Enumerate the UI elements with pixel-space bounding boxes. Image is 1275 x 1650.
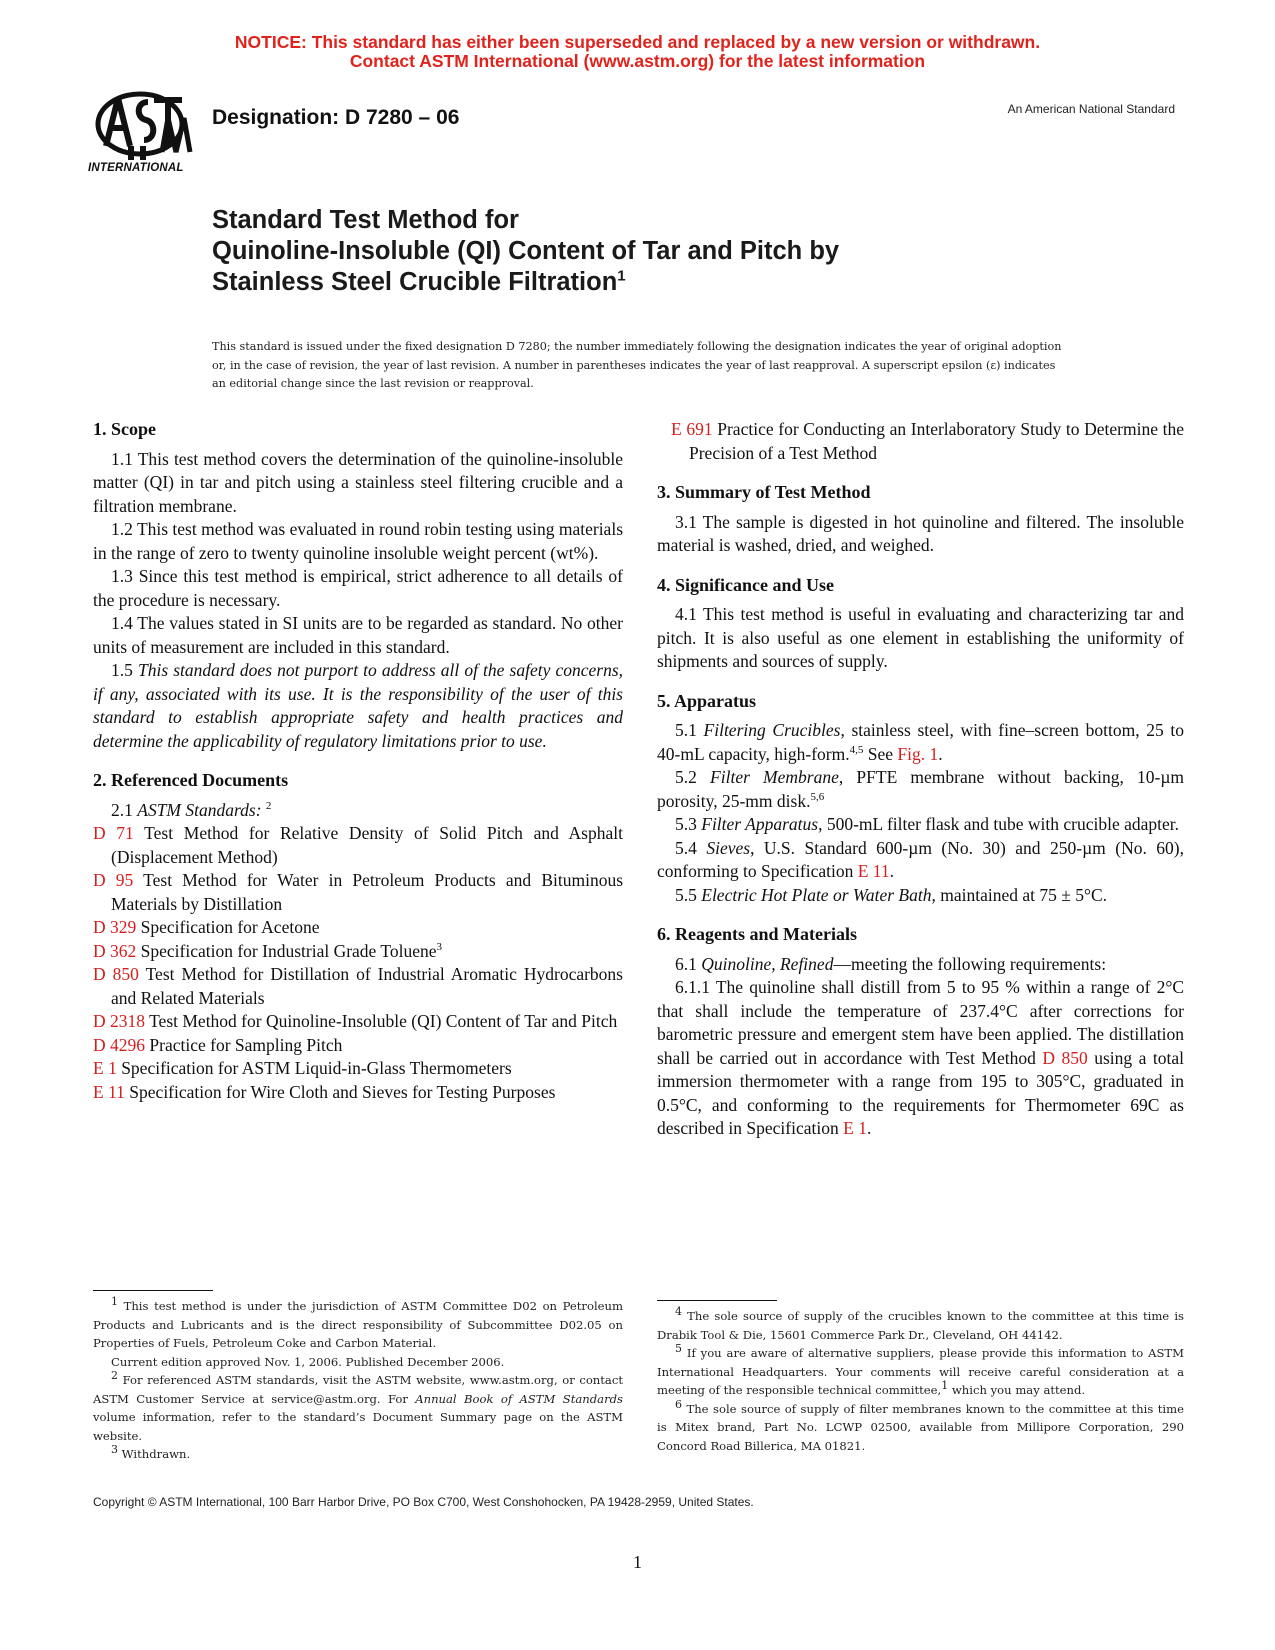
- footnote-rule-left: [93, 1290, 213, 1291]
- scope-1-2: 1.2 This test method was evaluated in round robin testing using materials in the range of zero to twenty quinoline insoluble weight percent (wt%).: [93, 519, 623, 563]
- issued-note: This standard is issued under the fixed designation D 7280; the number immediately following the designation indicates the year of original adoption or, in the case of revision, the year of last revision. A number in parentheses indicates the year of last reapproval. A superscript epsilon (ε) indicates an editorial change since the last revision or reapproval.: [212, 340, 1062, 390]
- reference-text-e691: Practice for Conducting an Interlaboratory Study to Determine the Precision of a Test Method: [689, 419, 1184, 463]
- footnotes-right: [657, 1300, 1184, 1455]
- reference-list: [93, 822, 623, 1104]
- footnote-5: $^5$ If you are aware of alternative suppliers, please provide this information to ASTM International Headquarters. Your comments will receive careful consideration at a meeting of the responsible technical committee,$^1$ which you may attend.: [657, 1342, 1184, 1397]
- reference-item-e691: [657, 418, 1184, 465]
- title-line-1: Standard Test Method for: [212, 206, 519, 234]
- refdocs-2-1-num: 2.1: [111, 799, 138, 820]
- reference-text: Test Method for Quinoline-Insoluble (QI) Content of Tar and Pitch: [149, 1011, 618, 1031]
- reference-link[interactable]: D 850: [93, 964, 139, 984]
- reference-link[interactable]: E 11: [93, 1081, 125, 1102]
- reference-link[interactable]: D 329: [93, 917, 137, 937]
- reference-footnote-mark: 3: [436, 940, 442, 953]
- notice-banner: [0, 33, 1275, 71]
- scope-1-1: 1.1 This test method covers the determination of the quinoline-insoluble matter (QI) in tar and pitch using a stainless steel filtering crucible and a filtration membrane.: [93, 448, 623, 516]
- reference-link[interactable]: D 71: [93, 823, 134, 843]
- reference-text: Specification for Acetone: [140, 917, 320, 937]
- footnote-rule-right: [657, 1300, 777, 1301]
- footnote-3: $^3$ Withdrawn.: [111, 1443, 191, 1461]
- d850-link[interactable]: D 850: [1042, 1047, 1088, 1068]
- refdocs-2-1-label: ASTM Standards:: [137, 799, 262, 820]
- title-footnote-mark: 1: [617, 267, 626, 285]
- reagents-6-1-1: 6.1.1 The quinoline shall distill from 5 to 95 % within a range of 2°C that shall include the temperature of 237.4°C after corrections for barometric pressure and emergent stem have been applied. The distillation shall be carried out in accordance with Test Method D 850 using a total immersion thermometer with a range from 195 to 305°C, graduated in 0.5°C, and conforming to the requirements for Thermometer 69C as described in Specification E 1.: [657, 977, 1185, 1138]
- reference-item: [93, 963, 623, 1010]
- left-column: [93, 418, 623, 1104]
- significance-heading: 4. Significance and Use: [657, 574, 835, 595]
- summary-heading: 3. Summary of Test Method: [657, 482, 871, 502]
- reference-link-e691[interactable]: E 691: [671, 419, 713, 439]
- footnote-2: $^2$ For referenced ASTM standards, visit the ASTM website, www.astm.org, or contact ASTM Customer Service at service@astm.org. For Annual Book of ASTM Standards volume information, refer to the standard’s Document Summary page on the ASTM website.: [93, 1369, 624, 1443]
- footnote-1b: Current edition approved Nov. 1, 2006. Published December 2006.: [111, 1354, 505, 1369]
- right-column: [657, 418, 1184, 1141]
- reference-text: Specification for ASTM Liquid-in-Glass Thermometers: [121, 1058, 512, 1078]
- reference-item: [93, 1010, 623, 1034]
- apparatus-heading: 5. Apparatus: [657, 690, 757, 711]
- summary-3-1: 3.1 The sample is digested in hot quinoline and filtered. The insoluble material is washed, dried, and weighed.: [657, 511, 1184, 555]
- scope-1-5-text: This standard does not purport to address all of the safety concerns, if any, associated with its use. It is the responsibility of the user of this standard to establish appropriate safety and health practices and determine the applicability of regulatory limitations prior to use.: [93, 660, 624, 751]
- reference-item: [93, 1081, 623, 1105]
- reference-link[interactable]: D 4296: [93, 1034, 146, 1055]
- scope-1-4: 1.4 The values stated in SI units are to be regarded as standard. No other units of measurement are included in this standard.: [93, 613, 623, 657]
- title-line-3: [212, 267, 839, 298]
- apparatus-5-3: 5.3 Filter Apparatus, 500-mL filter flask and tube with crucible adapter.: [675, 814, 1179, 834]
- reference-link[interactable]: E 1: [93, 1058, 117, 1078]
- reference-item: [93, 940, 623, 964]
- apparatus-5-1: 5.1 Filtering Crucibles, stainless steel, with fine–screen bottom, 25 to 40-mL capacity, high-form.$^{4,5}$ See Fig. 1.: [657, 720, 1184, 764]
- scope-heading: 1. Scope: [93, 419, 156, 439]
- reagents-heading: 6. Reagents and Materials: [657, 924, 857, 944]
- copyright: Copyright © ASTM International, 100 Barr Harbor Drive, PO Box C700, West Conshohocken, PA 19428-2959, United States.: [93, 1495, 754, 1509]
- significance-4-1: 4.1 This test method is useful in evaluating and characterizing tar and pitch. It is also useful as one element in establishing the uniformity of shipments and sources of supply.: [657, 604, 1184, 671]
- title-line-3-text: Stainless Steel Crucible Filtration: [212, 268, 618, 296]
- reference-item: [93, 869, 623, 916]
- page-number: 1: [633, 1552, 642, 1572]
- scope-1-3: 1.3 Since this test method is empirical, strict adherence to all details of the procedure is necessary.: [93, 566, 623, 610]
- reference-text: Test Method for Distillation of Industrial Aromatic Hydrocarbons and Related Materials: [111, 964, 623, 1008]
- reagents-6-1: 6.1 Quinoline, Refined—meeting the following requirements:: [675, 953, 1107, 974]
- apparatus-5-2: 5.2 Filter Membrane, PFTE membrane without backing, 10-µm porosity, 25-mm disk.$^{5,6}$: [657, 767, 1185, 811]
- reference-text: Test Method for Water in Petroleum Products and Bituminous Materials by Distillation: [111, 870, 624, 914]
- scope-1-5-num: 1.5: [111, 660, 138, 680]
- apparatus-5-5: 5.5 Electric Hot Plate or Water Bath, maintained at 75 ± 5°C.: [675, 884, 1107, 905]
- designation: Designation: D 7280 – 06: [212, 106, 460, 129]
- notice-line-2: Contact ASTM International (www.astm.org) for the latest information: [349, 51, 926, 71]
- footnote-1: $^1$ This test method is under the jurisdiction of ASTM Committee D02 on Petroleum Products and Lubricants and is the direct responsibility of Subcommittee D02.05 on Properties of Fuels, Petroleum Coke and Carbon Material.: [93, 1295, 623, 1350]
- logo-text: INTERNATIONAL: [88, 162, 184, 174]
- refdocs-heading: 2. Referenced Documents: [93, 770, 289, 790]
- footnotes-left: [93, 1290, 623, 1464]
- refdocs-2-1: [93, 799, 623, 823]
- reference-text: Test Method for Relative Density of Solid Pitch and Asphalt (Displacement Method): [111, 823, 623, 867]
- scope-1-5: [93, 659, 623, 753]
- reference-link[interactable]: D 2318: [93, 1011, 146, 1031]
- refdocs-2-1-sup: 2: [265, 799, 272, 812]
- reference-item: [93, 822, 623, 869]
- national-standard-label: An American National Standard: [1007, 102, 1175, 116]
- reference-link[interactable]: D 95: [93, 870, 134, 890]
- reference-item: [93, 1057, 623, 1081]
- footnote-6: $^6$ The sole source of supply of filter membranes known to the committee at this time is Mitex brand, Part No. LCWP 02500, available from Millipore Corporation, 290 Concord Road Billerica, MA 01821.: [657, 1397, 1184, 1453]
- footnote-4: $^4$ The sole source of supply of the crucibles known to the committee at this time is Drabik Tool & Die, 15601 Commerce Park Dr., Cleveland, OH 44142.: [657, 1305, 1184, 1342]
- apparatus-5-4: 5.4 Sieves, U.S. Standard 600-µm (No. 30) and 250-µm (No. 60), conforming to Specification E 11.: [657, 837, 1184, 881]
- title-line-2: Quinoline-Insoluble (QI) Content of Tar and Pitch by: [212, 237, 840, 265]
- reference-text: Practice for Sampling Pitch: [149, 1034, 343, 1055]
- reference-text: Specification for Industrial Grade Toluene: [140, 940, 437, 961]
- reference-text: Specification for Wire Cloth and Sieves for Testing Purposes: [129, 1081, 556, 1102]
- reference-link[interactable]: D 362: [93, 940, 137, 961]
- notice-line-1: NOTICE: This standard has either been superseded and replaced by a new version or withdrawn.: [234, 32, 1041, 52]
- figure-1-link[interactable]: Fig. 1: [897, 743, 939, 764]
- reference-item: [93, 916, 623, 940]
- document-title: [212, 205, 839, 298]
- e11-link[interactable]: E 11: [857, 861, 890, 881]
- e1-link[interactable]: E 1: [843, 1118, 867, 1138]
- astm-logo: [88, 88, 198, 180]
- reference-item: [93, 1034, 623, 1058]
